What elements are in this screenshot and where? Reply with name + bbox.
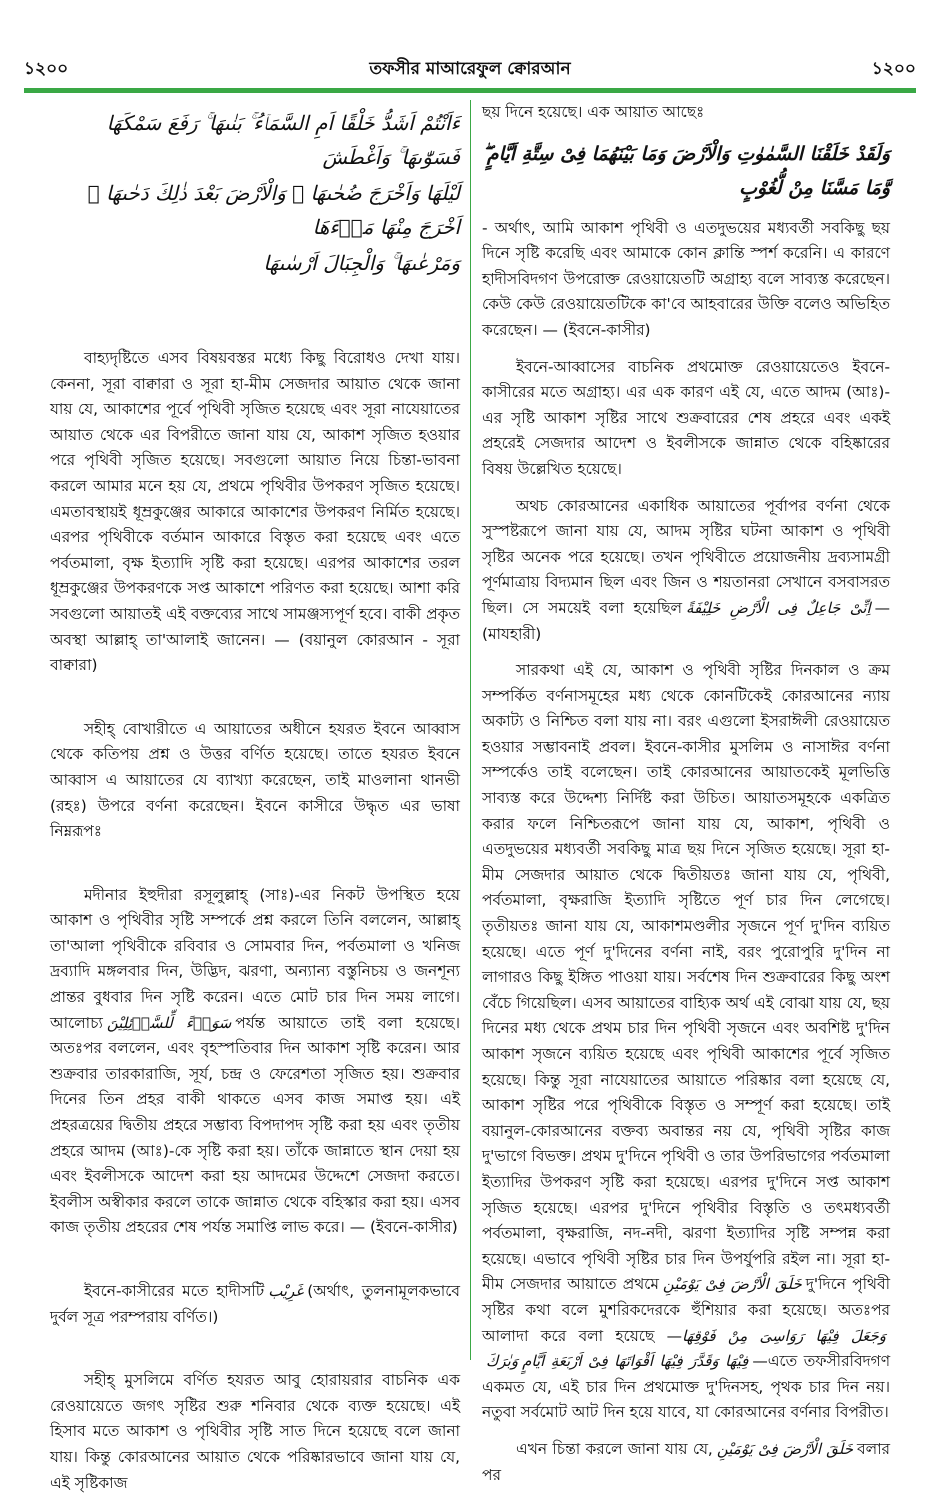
paragraph-text: মদীনার ইহুদীরা রসূলুল্লাহ্ (সাঃ)-এর নিকট উপস্থিত হয়ে আকাশ ও পৃথিবীর সৃষ্টি সম্পর্কে প্রশ্ন করলে তিনি বললেন, আল্লাহ্ তা'আলা পৃথিবীকে রবিবার ও সোমবার দিন, পর্বতমালা ও খনিজ দ্রব্যাদি মঙ্গলবার দিন, উদ্ভিদ, ঝরণা, অন্যান্য বস্তুনিচয় ও জনশূন্য প্রান্তর বুধবার দিন সৃষ্টি করেন। এতে মোট চার দিন সময় লাগে। আলোচ্য: [50, 885, 460, 1032]
paragraph: ছয় দিনে হয়েছে। এক আয়াত আছেঃ: [482, 103, 705, 121]
paragraph-text: —এতে তফসীরবিদগণ একমত যে, এই চার দিন প্রথমোক্ত দু'দিনসহ, পৃথক চার দিন নয়। নতুবা সর্বমোট আট দিন হয়ে যাবে, যা কোরআনের বর্ণনার বিপরীত।: [482, 1352, 890, 1422]
arabic-verse: وَلَقَدْ خَلَقْنَا السَّمٰوٰتِ وَالْاَرْضَ وَمَا بَيْنَهُمَا فِىْ سِتَّةِ اَيَّامٍ ۖ وَّمَا مَسَّنَا مِنْ لُّغُوْبٍ: [482, 142, 890, 199]
arabic-verse-line: وَمَرْعٰىهَا ۚ وَالْجِبَالَ اَرْسٰىهَا: [263, 251, 460, 275]
inline-arabic: اِنِّىْ جَاعِلٌ فِى الْاَرْضِ خَلِيْفَةً: [686, 598, 871, 617]
paragraph: [50, 1279, 460, 1330]
paragraph: সহীহ্ মুসলিমে বর্ণিত হযরত আবু হোরায়রার বাচনিক এক রেওয়ায়েতে জগৎ সৃষ্টির শুরু শনিবার থেকে ব্যক্ত হয়েছে। এই হিসাব মতে আকাশ ও পৃথিবীর সৃষ্টি সাত দিনে হয়েছে বলে জানা যায়। কিন্তু কোরআনের আয়াত থেকে পরিষ্কারভাবে জানা যায় যে, এই সৃষ্টিকাজ: [50, 1371, 460, 1492]
paragraph: [482, 658, 890, 1426]
page-number-left: ১২০০: [24, 59, 69, 79]
paragraph-text: ইবনে-কাসীরের মতে হাদীসটি: [84, 1282, 265, 1300]
arabic-verse-line: لَيْلَهَا وَاَخْرَجَ ضُحٰىهَا ۚ وَالْاَرْضَ بَعْدَ ذٰلِكَ دَحٰىهَا ۚ اَخْرَجَ مِنْهَا مَاۤءَهَا: [87, 181, 460, 239]
arabic-verse-line: ءَاَنْتُمْ اَشَدُّ خَلْقًا اَمِ السَّمَاۤءُ ۚ بَنٰىهَا ۚ رَفَعَ سَمْكَهَا فَسَوّٰىهَا ۚ وَاَغْطَشَ: [106, 111, 460, 169]
paragraph-text: অথচ কোরআনের একাধিক আয়াতের পূর্বাপর বর্ণনা থেকে সুস্পষ্টরূপে জানা যায় যে, আদম সৃষ্টির ঘটনা আকাশ ও পৃথিবী সৃষ্টির অনেক পরে হয়েছে। তখন পৃথিবীতে প্রয়োজনীয় দ্রব্যসামগ্রী পূর্ণমাত্রায় বিদ্যমান ছিল এবং জিন ও শয়তানরা সেখানে বসবাসরত ছিল। সে সময়েই বলা হয়েছিল: [482, 496, 890, 617]
inline-arabic: وَجَعَلَ فِيْهَا رَوَاسِىَ مِنْ فَوْقِهَا وَبٰرَكَ: [486, 1326, 886, 1371]
page-header: [24, 56, 916, 84]
inline-arabic: فِيْهَا وَقَدَّرَ فِيْهَا اَقْوَاتَهَا فِىْ اَرْبَعَةِ اَيَّامٍ: [522, 1352, 749, 1371]
paragraph: বাহ্যদৃষ্টিতে এসব বিষয়বস্তর মধ্যে কিছু বিরোধও দেখা যায়। কেননা, সূরা বাক্বারা ও সূরা হা-মীম সেজদার আয়াত থেকে জানা যায় যে, আকাশের পূর্বে পৃথিবী সৃজিত হয়েছে এবং সূরা নাযেয়াতের আয়াত থেকে এর বিপরীতে জানা যায় যে, আকাশ সৃজিত হওয়ার পরে পৃথিবী সৃজিত হয়েছে। সবগুলো আয়াত নিয়ে চিন্তা-ভাবনা করলে আমার মনে হয় যে, প্রথমে পৃথিবীর উপকরণ সৃজিত হয়েছে। এমতাবস্থায়ই ধূম্রকুঞ্জের আকারে আকাশের উপকরণ নির্মিত হয়েছে। এরপর পৃথিবীকে বর্তমান আকারে বিস্তৃত করা হয়েছে এবং এতে পর্বতমালা, বৃক্ষ ইত্যাদি সৃষ্টি করা হয়েছে। এরপর আকাশের তরল ধূম্রকুঞ্জের উপকরণকে সপ্ত আকাশে পরিণত করা হয়েছে। আশা করি সবগুলো আয়াতই এই বক্তব্যের সাথে সামঞ্জস্যপূর্ণ হবে। বাকী প্রকৃত অবস্থা আল্লাহ্ তা'আলাই জানেন। — (বয়ানুল কোরআন - সূরা বাক্বারা): [50, 349, 460, 675]
inline-arabic: غَرِيْب: [268, 1282, 304, 1300]
paragraph-text: সারকথা এই যে, আকাশ ও পৃথিবী সৃষ্টির দিনকাল ও ক্রম সম্পর্কিত বর্ণনাসমূহের মধ্য থেকে কোনটিকেই কোরআনের ন্যায় অকাট্য ও নিশ্চিত বলা যায় না। বরং এগুলো ইসরাঈলী রেওয়ায়েত হওয়ার সম্ভাবনাই প্রবল। ইবনে-কাসীর মুসলিম ও নাসাঈর বর্ণনা সম্পর্কেও তাই বলেছেন। তাই কোরআনের আয়াতকেই মূলভিত্তি সাব্যস্ত করে উদ্দেশ্য নির্দিষ্ট করা উচিত। আয়াতসমূহকে একত্রিত করার ফলে নিশ্চিতরূপে জানা যায় যে, আকাশ, পৃথিবী ও এতদুভয়ের মধ্যবর্তী সবকিছু মাত্র ছয় দিনে সৃজিত হয়েছে। সূরা হা-মীম সেজদার আয়াত থেকে দ্বিতীয়তঃ জানা যায় যে, পৃথিবী, পর্বতমালা, বৃক্ষরাজি ইত্যাদি সৃষ্টিতে পূর্ণ চার দিন লেগেছে। তৃতীয়তঃ জানা যায় যে, আকাশমণ্ডলীর সৃজনে পূর্ণ দু'দিন ব্যয়িত হয়েছে। এতে পূর্ণ দু'দিনের বর্ণনা নাই, বরং পুরোপুরি দু'দিন না লাগারও কিছু ইঙ্গিত পাওয়া যায়। সর্বশেষ দিন শুক্রবারের কিছু অংশ বেঁচে গিয়েছিল। এসব আয়াতের বাহ্যিক অর্থ এই বোঝা যায় যে, ছয় দিনের মধ্য থেকে প্রথম চার দিন পৃথিবী সৃজনে এবং অবশিষ্ট দু'দিন আকাশ সৃজনে ব্যয়িত হয়েছে এবং পৃথিবী আকাশের পূর্বে সৃজিত হয়েছে। কিন্তু সূরা নাযেয়াতের আয়াতে পরিষ্কার বলা হয়েছে যে, আকাশ সৃষ্টির পরে পৃথিবীকে বিস্তৃত ও সম্পূর্ণ করা হয়েছে। তাই বয়ানুল-কোরআনের বক্তব্য অবান্তর নয় যে, পৃথিবী সৃষ্টির কাজ দু'ভাগে বিভক্ত। প্রথম দু'দিনে পৃথিবী ও তার উপরিভাগের পর্বতমালা ইত্যাদির উপকরণ সৃষ্টি করা হয়েছে। এরপর দু'দিনে সপ্ত আকাশ সৃজিত হয়েছে। এরপর দু'দিনে পৃথিবীর বিস্তৃতি ও তৎমধ্যবর্তী পর্বতমালা, বৃক্ষরাজি, নদ-নদী, ঝরণা ইত্যাদির সৃষ্টি সম্পন্ন করা হয়েছে। এভাবে পৃথিবী সৃষ্টির চার দিন উপর্যুপরি রইল না। সূরা হা-মীম সেজদার আয়াতে প্রথমে: [482, 661, 890, 1294]
paragraph-text: বলার পর: [482, 1439, 890, 1484]
paragraph-text: দু'দিনে পৃথিবী সৃষ্টির কথা বলে মুশরিকদেরকে হুঁশিয়ার করা হয়েছে। অতঃপর আলাদা করে বলা হয়েছে —: [482, 1275, 890, 1345]
running-title: তফসীর মাআরেফুল ক্বোরআন: [369, 59, 571, 79]
paragraph: ইবনে-আব্বাসের বাচনিক প্রথমোক্ত রেওয়ায়েতেও ইবনে-কাসীরের মতে অগ্রাহ্য। এর এক কারণ এই যে, এতে আদম (আঃ)-এর সৃষ্টি আকাশ সৃষ্টির সাথে শুক্রবারের শেষ প্রহরে এবং একই প্রহরেই সেজদার আদেশ ও ইবলীসকে জান্নাত থেকে বহিষ্কারের বিষয় উল্লেখিত হয়েছে।: [482, 357, 890, 478]
arabic-verse-block: [50, 106, 460, 280]
paragraph: সহীহ্ বোখারীতে এ আয়াতের অধীনে হযরত ইবনে আব্বাস থেকে কতিপয় প্রশ্ন ও উত্তর বর্ণিত হয়েছে। তাতে হযরত ইবনে আব্বাস এ আয়াতের যে ব্যাখ্যা করেছেন, তাই মাওলানা থানভী (রহঃ) উপরে বর্ণনা করেছেন। ইবনে কাসীরে উদ্ধৃত এর ভাষা নিম্নরূপঃ: [50, 719, 460, 841]
paragraph-text: এখন চিন্তা করলে জানা যায় যে,: [516, 1439, 713, 1458]
inline-arabic: خَلَقَ الْاَرْضَ فِىْ يَوْمَيْنِ: [662, 1275, 802, 1294]
paragraph-text: (অর্থাৎ, তুলনামূলকভাবে দুর্বল সূত্র পরম্পরায় বর্ণিত।): [50, 1282, 461, 1326]
paragraph: - অর্থাৎ, আমি আকাশ পৃথিবী ও এতদুভয়ের মধ্যবর্তী সবকিছু ছয় দিনে সৃষ্টি করেছি এবং আমাকে কোন ক্লান্তি স্পর্শ করেনি। এ কারণে হাদীসবিদগণ উপরোক্ত রেওয়ায়েতটি অগ্রাহ্য বলে সাব্যস্ত করেছেন। কেউ কেউ রেওয়ায়েতটিকে কা'বে আহবারের উক্তি বলেও অভিহিত করেছেন। — (ইবনে-কাসীর): [482, 218, 890, 339]
inline-arabic: سَوَاۤءً لِّلسَّاۤئِلِيْنَ: [106, 1013, 232, 1032]
paragraph-text: — (মাযহারী): [482, 598, 890, 643]
column-divider: [470, 100, 471, 1360]
paragraph-text: পর্যন্ত আয়াতে তাই বলা হয়েছে। অতঃপর বললেন, এবং বৃহস্পতিবার দিন আকাশ সৃষ্টি করেন। আর শুক্রবার তারকারাজি, সূর্য, চন্দ্র ও ফেরেশতা সৃজিত হয়। শুক্রবার দিনের তিন প্রহর বাকী থাকতে এসব কাজ সমাপ্ত হয়। এই প্রহরত্রয়ের দ্বিতীয় প্রহরে সম্ভাব্য বিপদাপদ সৃষ্টি করা হয় এবং তৃতীয় প্রহরে আদম (আঃ)-কে সৃষ্টি করা হয়। তাঁকে জান্নাতে স্থান দেয়া হয় এবং ইবলীসকে আদেশ করা হয় আদমের উদ্দেশে সেজদা করতে। ইবলীস অস্বীকার করলে তাকে জান্নাত থেকে বহিস্কার করা হয়। এসব কাজ তৃতীয় প্রহরের শেষ পর্যন্ত সমাপ্তি লাভ করে। — (ইবনে-কাসীর): [50, 1013, 460, 1237]
page-number-right: ১২০০: [871, 59, 916, 79]
left-column: [50, 100, 460, 1507]
paragraph: [482, 494, 890, 648]
paragraph: [482, 1437, 890, 1488]
paragraph: [50, 883, 460, 1241]
header-rule: [24, 88, 916, 93]
right-column: [482, 100, 890, 1499]
inline-arabic: خَلَقَ الْاَرْضَ فِىْ يَوْمَيْنِ: [716, 1439, 854, 1458]
